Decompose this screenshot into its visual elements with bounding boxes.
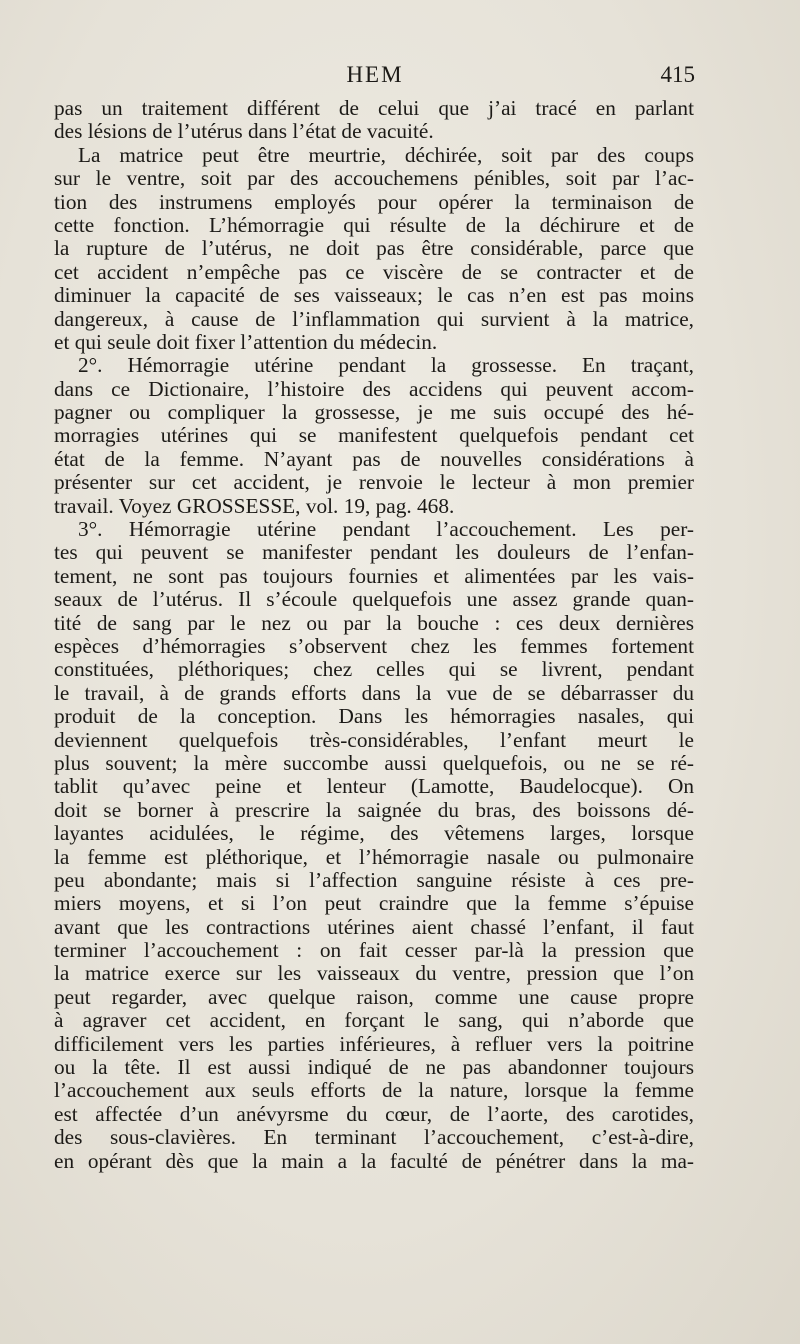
body-text bbox=[54, 97, 694, 1173]
text-line: tement, ne sont pas toujours fournies et alimentées par les vais- bbox=[54, 564, 694, 588]
text-line: produit de la conception. Dans les hémorragies nasales, qui bbox=[54, 705, 694, 729]
text-line: avant que les contractions utérines aient chassé l’enfant, il faut bbox=[54, 915, 694, 939]
text-line: 3°. Hémorragie utérine pendant l’accouchement. Les per- bbox=[78, 518, 694, 542]
text-line: travail. Voyez GROSSESSE, vol. 19, pag. 468. bbox=[54, 494, 455, 518]
text-line: état de la femme. N’ayant pas de nouvelles considérations à bbox=[54, 447, 694, 471]
text-line: tablit qu’avec peine et lenteur (Lamotte, Baudelocque). On bbox=[54, 775, 694, 799]
text-line: La matrice peut être meurtrie, déchirée, soit par des coups bbox=[78, 143, 694, 167]
text-line: miers moyens, et si l’on peut craindre que la femme s’épuise bbox=[54, 892, 694, 916]
text-line: la femme est pléthorique, et l’hémorragie nasale ou pulmonaire bbox=[54, 845, 694, 869]
text-line: tes qui peuvent se manifester pendant les douleurs de l’enfan- bbox=[54, 541, 694, 565]
text-line: espèces d’hémorragies s’observent chez les femmes fortement bbox=[54, 634, 694, 658]
text-line: layantes acidulées, le régime, des vêtemens larges, lorsque bbox=[54, 822, 694, 846]
text-line: présenter sur cet accident, je renvoie le lecteur à mon premier bbox=[54, 471, 694, 495]
text-line: le travail, à de grands efforts dans la vue de se débarrasser du bbox=[54, 681, 694, 705]
text-line: diminuer la capacité de ses vaisseaux; le cas n’en est pas moins bbox=[54, 284, 694, 308]
page-header bbox=[55, 62, 695, 92]
text-line: la rupture de l’utérus, ne doit pas être considérable, parce que bbox=[54, 237, 694, 261]
page-number: 415 bbox=[660, 62, 695, 87]
text-line: cette fonction. L’hémorragie qui résulte de la déchirure et de bbox=[54, 213, 694, 237]
text-line: est affectée d’un anévyrsme du cœur, de l’aorte, des carotides, bbox=[54, 1102, 694, 1126]
text-line: l’accouchement aux seuls efforts de la nature, lorsque la femme bbox=[54, 1079, 694, 1103]
text-line: tion des instrumens employés pour opérer la terminaison de bbox=[54, 190, 694, 214]
text-line: tité de sang par le nez ou par la bouche : ces deux dernières bbox=[54, 611, 694, 635]
text-line: pas un traitement différent de celui que j’ai tracé en parlant bbox=[54, 97, 694, 120]
text-line: la matrice exerce sur les vaisseaux du ventre, pression que l’on bbox=[54, 962, 694, 986]
text-line: des lésions de l’utérus dans l’état de vacuité. bbox=[54, 120, 434, 144]
text-line: constituées, pléthoriques; chez celles qui se livrent, pendant bbox=[54, 658, 694, 682]
text-line: peut regarder, avec quelque raison, comme une cause propre bbox=[54, 985, 694, 1009]
text-line: pagner ou compliquer la grossesse, je me suis occupé des hé- bbox=[54, 401, 694, 425]
text-line: difficilement vers les parties inférieures, à refluer vers la poitrine bbox=[54, 1032, 694, 1056]
text-line: ou la tête. Il est aussi indiqué de ne pas abandonner toujours bbox=[54, 1056, 694, 1080]
text-line: cet accident n’empêche pas ce viscère de se contracter et de bbox=[54, 260, 694, 284]
text-line: plus souvent; la mère succombe aussi quelquefois, ou ne se ré- bbox=[54, 751, 694, 775]
text-line: 2°. Hémorragie utérine pendant la grossesse. En traçant, bbox=[78, 354, 694, 378]
text-line: dangereux, à cause de l’inflammation qui survient à la matrice, bbox=[54, 307, 694, 331]
text-line: peu abondante; mais si l’affection sanguine résiste à ces pre- bbox=[54, 868, 694, 892]
text-line: à agraver cet accident, en forçant le sang, qui n’aborde que bbox=[54, 1009, 694, 1033]
text-line: des sous-clavières. En terminant l’accouchement, c’est-à-dire, bbox=[54, 1126, 694, 1150]
text-line: morragies utérines qui se manifestent quelquefois pendant cet bbox=[54, 424, 694, 448]
text-line: et qui seule doit fixer l’attention du médecin. bbox=[54, 330, 438, 354]
text-line: terminer l’accouchement : on fait cesser par-là la pression que bbox=[54, 939, 694, 963]
running-head: HEM bbox=[346, 62, 404, 87]
text-line: doit se borner à prescrire la saignée du bras, des boissons dé- bbox=[54, 798, 694, 822]
text-line: sur le ventre, soit par des accouchemens pénibles, soit par l’ac- bbox=[54, 167, 694, 191]
text-line: dans ce Dictionaire, l’histoire des accidens qui peuvent accom- bbox=[54, 377, 694, 401]
text-line: seaux de l’utérus. Il s’écoule quelquefois une assez grande quan- bbox=[54, 588, 694, 612]
text-line: deviennent quelquefois très-considérables, l’enfant meurt le bbox=[54, 728, 694, 752]
text-line: en opérant dès que la main a la faculté de pénétrer dans la ma- bbox=[54, 1149, 694, 1173]
